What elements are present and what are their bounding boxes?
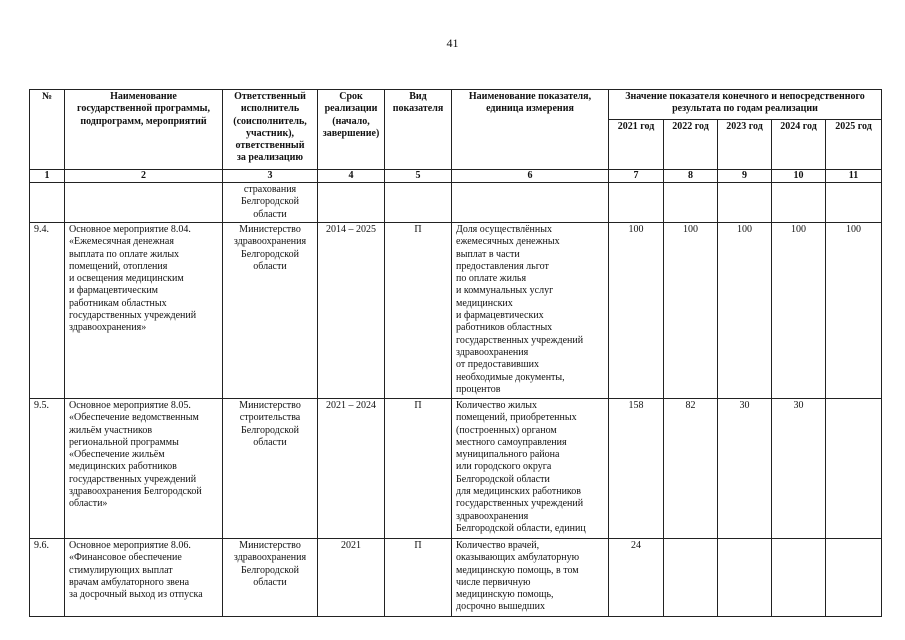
row-value: 158 <box>609 399 664 539</box>
row-value <box>609 183 664 223</box>
row-num: 9.4. <box>30 223 65 399</box>
row-value: 82 <box>664 399 718 539</box>
row-num <box>30 183 65 223</box>
row-name: Основное мероприятие 8.05. «Обеспечение ведомственным жильём участников региональной программы «Обеспечение жильём медицинских работников государственных учреждений здравоохранения Белгородской области» <box>65 399 223 539</box>
row-name: Основное мероприятие 8.04. «Ежемесячная денежная выплата по оплате жилых помещений, отопления и освещения медицинским и фармацевтическим работникам областных государственных учреждений здравоохранения» <box>65 223 223 399</box>
header-num: № <box>30 90 65 170</box>
header-name: Наименование государственной программы, подпрограмм, мероприятий <box>65 90 223 170</box>
page-number: 41 <box>446 36 459 50</box>
header-period: Срок реализации (начало, завершение) <box>318 90 385 170</box>
program-indicators-table <box>29 89 882 617</box>
row-value <box>718 183 772 223</box>
row-value <box>664 539 718 617</box>
row-num: 9.6. <box>30 539 65 617</box>
row-executor: страхования Белгородской области <box>223 183 318 223</box>
table-row <box>30 183 882 223</box>
row-value <box>664 183 718 223</box>
row-value <box>826 183 882 223</box>
column-number: 6 <box>452 170 609 183</box>
column-number: 7 <box>609 170 664 183</box>
column-number: 4 <box>318 170 385 183</box>
column-number: 2 <box>65 170 223 183</box>
column-numbers-row <box>30 170 882 183</box>
row-value: 30 <box>772 399 826 539</box>
row-value: 100 <box>718 223 772 399</box>
column-number: 8 <box>664 170 718 183</box>
row-indicator: Количество врачей, оказывающих амбулаторную медицинскую помощь, в том числе первичную медицинскую помощь, досрочно вышедших <box>452 539 609 617</box>
row-value <box>826 539 882 617</box>
header-type: Вид показателя <box>385 90 452 170</box>
row-value: 100 <box>664 223 718 399</box>
row-executor: Министерство здравоохранения Белгородской области <box>223 223 318 399</box>
table-row <box>30 223 882 399</box>
row-indicator: Количество жилых помещений, приобретенных (построенных) органом местного самоуправления муниципального района или городского округа Белгородской области для медицинских работников государственных учреждений здравоохранения Белгородской области, единиц <box>452 399 609 539</box>
column-number: 9 <box>718 170 772 183</box>
table-row <box>30 399 882 539</box>
row-period <box>318 183 385 223</box>
row-period: 2014 – 2025 <box>318 223 385 399</box>
header-year: 2021 год <box>609 120 664 170</box>
row-value: 100 <box>772 223 826 399</box>
column-number: 3 <box>223 170 318 183</box>
row-period: 2021 <box>318 539 385 617</box>
row-type: П <box>385 223 452 399</box>
table-row <box>30 539 882 617</box>
column-number: 11 <box>826 170 882 183</box>
row-type: П <box>385 399 452 539</box>
row-value: 24 <box>609 539 664 617</box>
column-number: 5 <box>385 170 452 183</box>
header-values-group: Значение показателя конечного и непосредственного результата по годам реализации <box>609 90 882 120</box>
header-executor: Ответственный исполнитель (соисполнитель, участник), ответственный за реализацию <box>223 90 318 170</box>
row-period: 2021 – 2024 <box>318 399 385 539</box>
row-name: Основное мероприятие 8.06. «Финансовое обеспечение стимулирующих выплат врачам амбулаторного звена за досрочный выход из отпуска <box>65 539 223 617</box>
header-indicator: Наименование показателя, единица измерения <box>452 90 609 170</box>
row-type: П <box>385 539 452 617</box>
row-value <box>826 399 882 539</box>
column-number: 1 <box>30 170 65 183</box>
header-year: 2024 год <box>772 120 826 170</box>
row-value <box>718 539 772 617</box>
row-type <box>385 183 452 223</box>
row-value: 30 <box>718 399 772 539</box>
row-value <box>772 183 826 223</box>
row-value: 100 <box>826 223 882 399</box>
row-executor: Министерство строительства Белгородской области <box>223 399 318 539</box>
row-indicator <box>452 183 609 223</box>
column-number: 10 <box>772 170 826 183</box>
row-value <box>772 539 826 617</box>
header-year: 2022 год <box>664 120 718 170</box>
row-num: 9.5. <box>30 399 65 539</box>
row-indicator: Доля осуществлённых ежемесячных денежных выплат в части предоставления льгот по оплате жилья и коммунальных услуг медицинских и фармацевтических работников областных государственных учреждений здравоохранения от предоставивших необходимые документы, процентов <box>452 223 609 399</box>
row-executor: Министерство здравоохранения Белгородской области <box>223 539 318 617</box>
row-name <box>65 183 223 223</box>
header-year: 2025 год <box>826 120 882 170</box>
header-year: 2023 год <box>718 120 772 170</box>
row-value: 100 <box>609 223 664 399</box>
